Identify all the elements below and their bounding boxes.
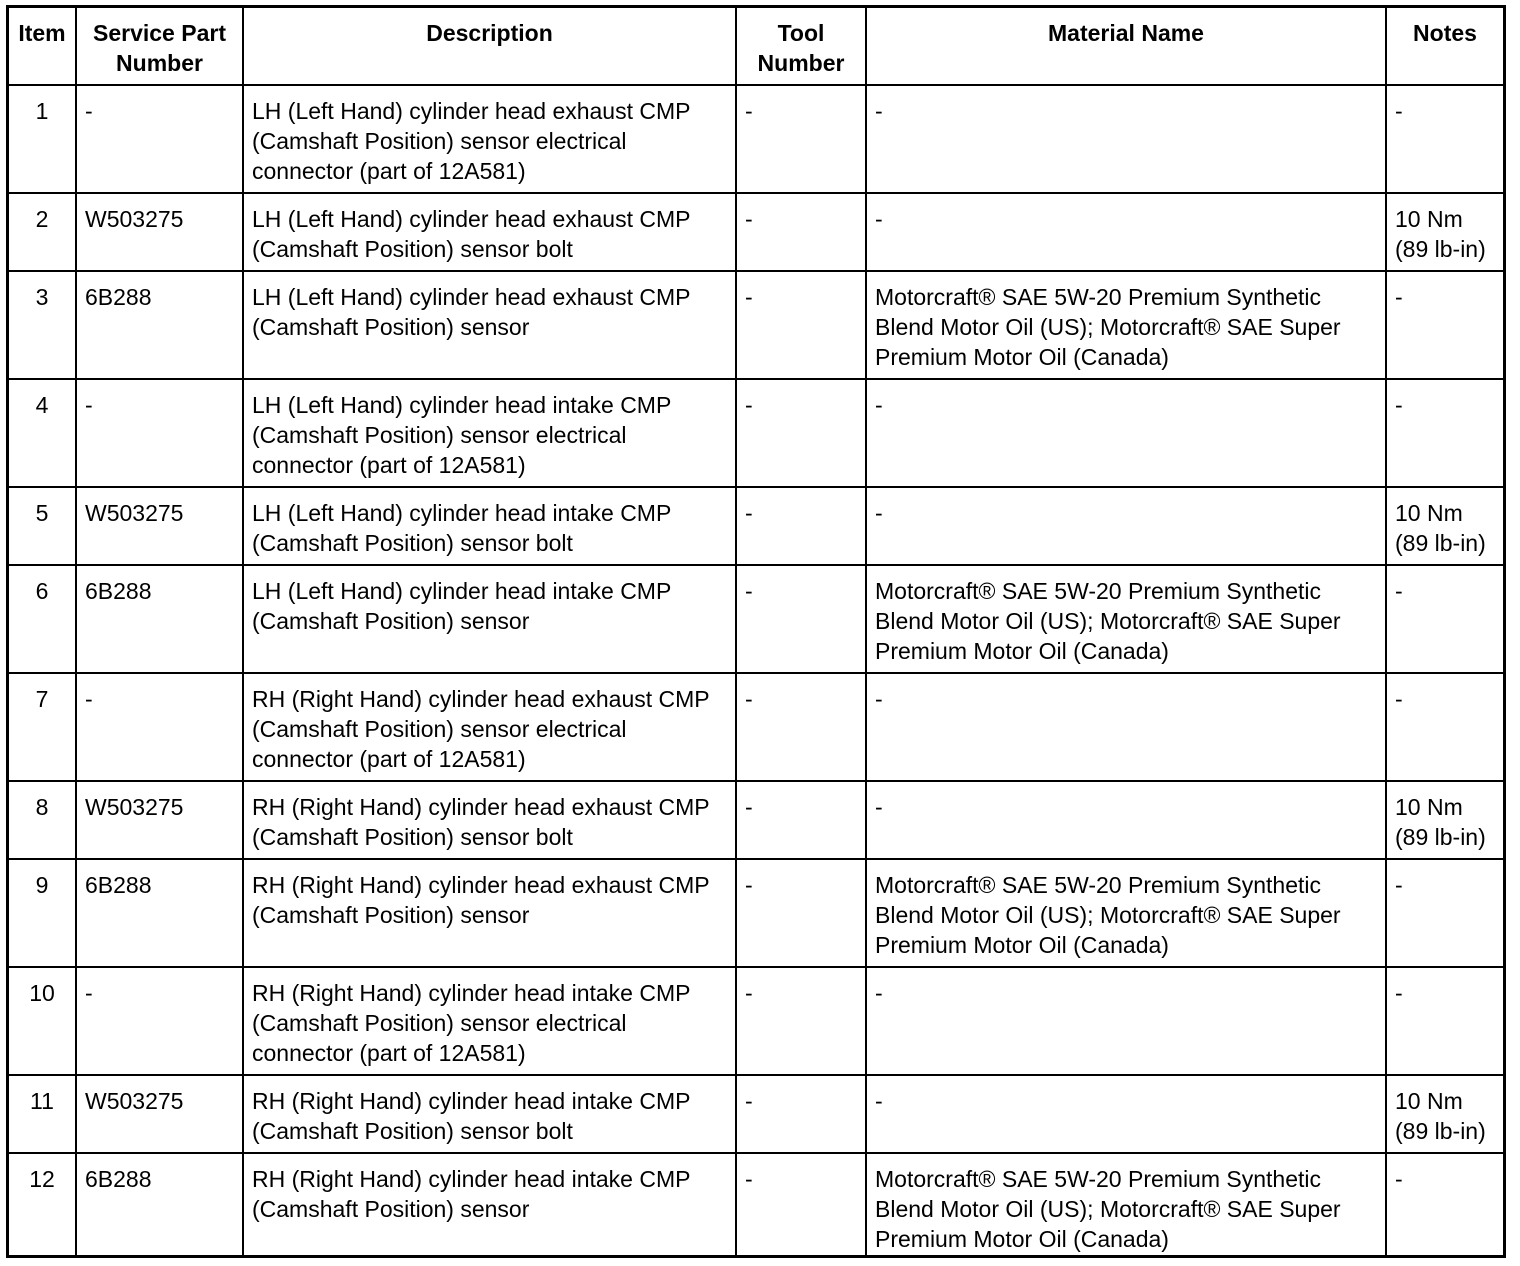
cell-tool-number: - — [736, 1075, 866, 1153]
parts-table — [9, 8, 1503, 1258]
cell-description: RH (Right Hand) cylinder head exhaust CMP (Camshaft Position) sensor electrical connector (part of 12A581) — [243, 673, 736, 781]
cell-item: 6 — [9, 565, 76, 673]
header-description: Description — [243, 8, 736, 85]
cell-item: 5 — [9, 487, 76, 565]
cell-material-name: - — [866, 781, 1386, 859]
cell-tool-number: - — [736, 781, 866, 859]
cell-description: RH (Right Hand) cylinder head intake CMP (Camshaft Position) sensor — [243, 1153, 736, 1258]
cell-description: LH (Left Hand) cylinder head intake CMP (Camshaft Position) sensor bolt — [243, 487, 736, 565]
cell-part-number: 6B288 — [76, 271, 243, 379]
cell-material-name: - — [866, 379, 1386, 487]
cell-part-number: 6B288 — [76, 859, 243, 967]
cell-item: 7 — [9, 673, 76, 781]
cell-part-number: W503275 — [76, 487, 243, 565]
table-row — [9, 565, 1503, 673]
cell-description: LH (Left Hand) cylinder head exhaust CMP (Camshaft Position) sensor bolt — [243, 193, 736, 271]
cell-part-number: - — [76, 967, 243, 1075]
header-notes: Notes — [1386, 8, 1503, 85]
cell-notes: 10 Nm (89 lb-in) — [1386, 193, 1503, 271]
cell-material-name: - — [866, 967, 1386, 1075]
cell-tool-number: - — [736, 673, 866, 781]
cell-notes: - — [1386, 1153, 1503, 1258]
cell-notes: - — [1386, 673, 1503, 781]
cell-notes: - — [1386, 967, 1503, 1075]
cell-tool-number: - — [736, 379, 866, 487]
cell-item: 9 — [9, 859, 76, 967]
cell-part-number: - — [76, 85, 243, 193]
cell-item: 11 — [9, 1075, 76, 1153]
cell-description: RH (Right Hand) cylinder head exhaust CMP (Camshaft Position) sensor — [243, 859, 736, 967]
cell-part-number: - — [76, 379, 243, 487]
header-item: Item — [9, 8, 76, 85]
header-service-part-number: Service Part Number — [76, 8, 243, 85]
cell-notes: - — [1386, 859, 1503, 967]
cell-notes: - — [1386, 379, 1503, 487]
cell-part-number: W503275 — [76, 193, 243, 271]
cell-tool-number: - — [736, 85, 866, 193]
cell-description: LH (Left Hand) cylinder head intake CMP (Camshaft Position) sensor — [243, 565, 736, 673]
table-row — [9, 193, 1503, 271]
cell-notes: - — [1386, 271, 1503, 379]
cell-material-name: - — [866, 487, 1386, 565]
cell-notes: - — [1386, 565, 1503, 673]
cell-material-name: Motorcraft® SAE 5W-20 Premium Synthetic Blend Motor Oil (US); Motorcraft® SAE Super Premium Motor Oil (Canada) — [866, 565, 1386, 673]
table-row — [9, 967, 1503, 1075]
table-row — [9, 1153, 1503, 1258]
cell-material-name: - — [866, 193, 1386, 271]
parts-table-frame — [6, 5, 1506, 1258]
cell-part-number: - — [76, 673, 243, 781]
cell-tool-number: - — [736, 967, 866, 1075]
cell-description: RH (Right Hand) cylinder head intake CMP (Camshaft Position) sensor bolt — [243, 1075, 736, 1153]
cell-notes: - — [1386, 85, 1503, 193]
cell-material-name: - — [866, 85, 1386, 193]
cell-notes: 10 Nm (89 lb-in) — [1386, 1075, 1503, 1153]
cell-item: 8 — [9, 781, 76, 859]
cell-tool-number: - — [736, 1153, 866, 1258]
cell-description: RH (Right Hand) cylinder head intake CMP (Camshaft Position) sensor electrical connector (part of 12A581) — [243, 967, 736, 1075]
table-row — [9, 271, 1503, 379]
header-tool-number: Tool Number — [736, 8, 866, 85]
cell-item: 2 — [9, 193, 76, 271]
header-row — [9, 8, 1503, 85]
cell-tool-number: - — [736, 487, 866, 565]
cell-part-number: 6B288 — [76, 565, 243, 673]
cell-material-name: Motorcraft® SAE 5W-20 Premium Synthetic Blend Motor Oil (US); Motorcraft® SAE Super Premium Motor Oil (Canada) — [866, 1153, 1386, 1258]
cell-description: LH (Left Hand) cylinder head exhaust CMP (Camshaft Position) sensor electrical connector (part of 12A581) — [243, 85, 736, 193]
cell-part-number: W503275 — [76, 781, 243, 859]
cell-tool-number: - — [736, 271, 866, 379]
cell-item: 3 — [9, 271, 76, 379]
table-row — [9, 85, 1503, 193]
cell-material-name: - — [866, 673, 1386, 781]
cell-item: 4 — [9, 379, 76, 487]
table-row — [9, 781, 1503, 859]
table-row — [9, 487, 1503, 565]
table-row — [9, 673, 1503, 781]
cell-description: LH (Left Hand) cylinder head intake CMP (Camshaft Position) sensor electrical connector (part of 12A581) — [243, 379, 736, 487]
cell-description: RH (Right Hand) cylinder head exhaust CMP (Camshaft Position) sensor bolt — [243, 781, 736, 859]
cell-material-name: Motorcraft® SAE 5W-20 Premium Synthetic Blend Motor Oil (US); Motorcraft® SAE Super Premium Motor Oil (Canada) — [866, 271, 1386, 379]
cell-item: 12 — [9, 1153, 76, 1258]
cell-material-name: Motorcraft® SAE 5W-20 Premium Synthetic Blend Motor Oil (US); Motorcraft® SAE Super Premium Motor Oil (Canada) — [866, 859, 1386, 967]
cell-tool-number: - — [736, 193, 866, 271]
cell-notes: 10 Nm (89 lb-in) — [1386, 487, 1503, 565]
cell-part-number: W503275 — [76, 1075, 243, 1153]
cell-item: 10 — [9, 967, 76, 1075]
table-row — [9, 1075, 1503, 1153]
table-row — [9, 379, 1503, 487]
cell-description: LH (Left Hand) cylinder head exhaust CMP (Camshaft Position) sensor — [243, 271, 736, 379]
cell-tool-number: - — [736, 565, 866, 673]
table-row — [9, 859, 1503, 967]
header-material-name: Material Name — [866, 8, 1386, 85]
cell-tool-number: - — [736, 859, 866, 967]
cell-material-name: - — [866, 1075, 1386, 1153]
cell-notes: 10 Nm (89 lb-in) — [1386, 781, 1503, 859]
cell-item: 1 — [9, 85, 76, 193]
cell-part-number: 6B288 — [76, 1153, 243, 1258]
